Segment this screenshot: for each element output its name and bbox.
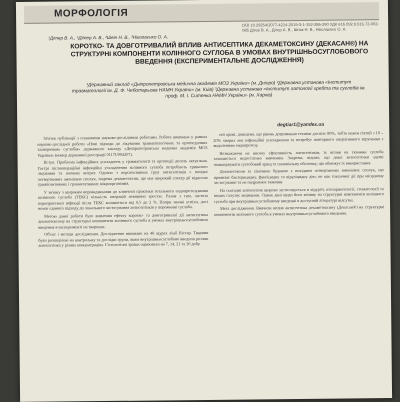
paragraph: На сьогодні антисептик широко застосовується в хірургії, отоларингології, стоматології та інших галузях медицини. Однак дані щодо його впливу на структурні компоненти колінного суглоба при внутрішньосуглобовому введенні в доступній літературі відсутні. [213,185,384,204]
paragraph: Декаметоксин за хімічною будовою є похідним четвертинних амонієвих сполук, що проявляє бактерицидну, фунгіцидну та віруліцидну дію, не має токсичної дії при місцевому застосуванні та не подразнює тканини. [213,167,384,185]
body-column-right [213,130,386,400]
paragraph: Незважаючи на високу ефективність антисептиків, їх вплив на тканини суглоба залишається недостатньо вивченим. Зокрема, відомо, що деякі антисептики здатні пошкоджувати суглобовий хрящ та синовіальну оболонку, що обмежує їх використання. [213,148,384,167]
article-authors: ¹Дітер В. А., ¹Дітер А. В., ²Шеін Н. В., ³Ніколаєнко О. А. [48,34,169,41]
paragraph: Об'єкт і методи дослідження. Дослідження виконано на 48 щурах лінії Вістар. Тварини були розподілені на контрольну та дослідні групи, яким внутрішньосуглобово вводили розчин антисептика у різних концентраціях. Гістологічні зразки оцінювали на 7, 14, 21 та 30 добу. [38,229,209,248]
paragraph: Метою даної роботи було вивчення ефекту коротко- та довготривалої дії антисептика декаметоксину на структурні компоненти колінного суглоба в умовах внутрішньосуглобового введення в експерименті на тваринах. [38,211,209,230]
doi-line: DOI 10.29254/2077-4214-2019-3-1-152-286-290 УДК 616.092.6:616.72-002-085 Дітер В. А., Дітер А. В., Шпак Н. В., Ніколаєнко О. А. [242,21,379,33]
corresponding-email: degtiar1@yandex.ua [277,122,325,129]
paragraph: Мета дослідження. Вивчити вплив антисептика декаметоксину (Декасан®) на структурні компоненти колінного суглоба в умовах внутрішньосуглобового введення. [214,204,385,217]
paragraph: Вступ. Проблема інфекційних ускладнень у травматології та ортопедії досить актуальна. Гострі післяопераційні інфекційні ускладнення колінного суглоба потребують тривалого лікування та значних витрат. Однією з перспективних груп антисептиків є похідні четвертинних амонієвих сполук, зокрема декаметоксин, що має широкий спектр дії відносно грампозитивних і грамнегативних мікроорганізмів. [37,157,208,187]
section-title: МОРФОЛОГІЯ [53,7,129,20]
section-header-bar [24,2,379,24]
journal-page [16,0,392,402]
paragraph: ної крові, доведено, що рівень дотримання техніки досягає 80%, тобто кожен п'ятий з 10 – 20% хворих має інфекційні ускладнення та потребує повторного оперативного втручання з видаленням ендопротезу. [213,130,384,148]
body-column-left [37,134,210,402]
paragraph: У зв'язку з широким впровадженням до клінічної практики тотального ендопротезування колінного суглоба (ТЕКС) кількість операцій невпинно зростає. Разом з тим, частота перипротезної інфекції після ТЕКС коливається від 0,5 до 2 %. Попри значні успіхи, досі немає єдиного підходу до локального застосування антисептиків у порожнині суглоба. [37,187,209,211]
article-title: КОРОТКО- ТА ДОВГОТРИВАЛИЙ ВПЛИВ АНТИСЕПТИКА ДЕКАМЕТОКСИНУ (ДЕКАСАН®) НА СТРУКТУРНІ КОМПОНЕНТИ КОЛІННОГО СУГЛОБА В УМОВАХ ВНУТРІШНЬОСУГЛОБОВОГО ВВЕДЕННЯ (ЕКСПЕРИМЕНТАЛЬНЕ ДОСЛІДЖЕННЯ) [70,40,369,66]
article-affiliations: ¹Державний заклад «Дніпропетровська медична академія МОЗ України» (м. Дніпро) ²Державна установа «Інститут травматології ім. Д. Ф. Чеботарьова НАМН України» (м. Київ) ³Державна установа «Інститут патології хребта та суглобів ім. проф. М. І. Ситенка НАМН України» (м. Харків) [71,80,366,100]
paragraph: Зв'язок публікації з плановими науково-дослідними роботами. Робота виконана у рамках науково-дослідної роботи «Нові підходи до лікування травматологічних та ортопедичних захворювань суглобів» державного закладу «Дніпропетровська медична академія МОЗ України» (номер державної реєстрації 0117U004207). [37,133,208,158]
